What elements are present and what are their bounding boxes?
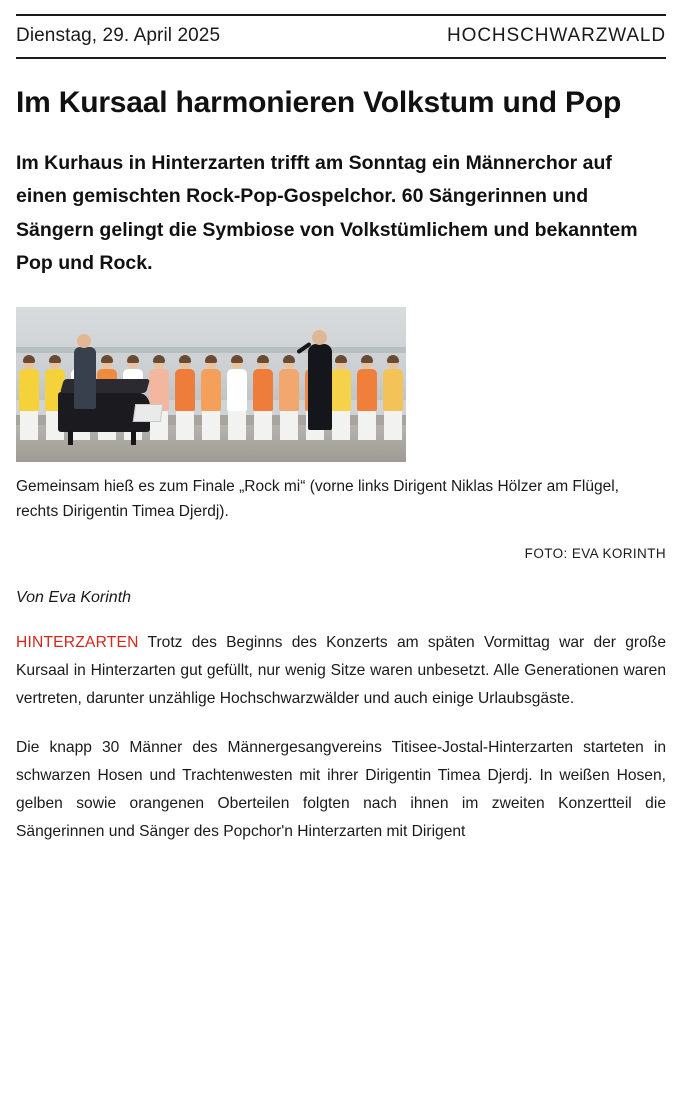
- photo-caption: Gemeinsam hieß es zum Finale „Rock mi“ (vorne links Dirigent Niklas Hölzer am Flügel, rechts Dirigentin Timea Djerdj).: [16, 477, 619, 521]
- masthead: [16, 14, 666, 59]
- masthead-date: Dienstag, 29. April 2025: [16, 25, 221, 46]
- choir-singer: [250, 353, 276, 440]
- choir-singer: [224, 353, 250, 440]
- music-stand: [133, 404, 164, 422]
- choir-singer: [16, 353, 42, 440]
- conductor-figure: [308, 344, 332, 430]
- choir-singer: [380, 353, 406, 440]
- choir-singer: [198, 353, 224, 440]
- article-paragraph-2: Die knapp 30 Männer des Männergesangvereins Titisee-Jostal-Hinterzarten starteten in schwarzen Hosen und Trachtenwesten mit ihrer Dirigentin Timea Djerdj. In weißen Hosen, gelben sowie orangenen Oberteilen folgten nach ihnen im zweiten Konzertteil die Sängerinnen und Sänger des Popchor'n Hinterzarten mit Dirigent: [16, 739, 666, 840]
- choir-singer: [354, 353, 380, 440]
- article-dateline: HINTERZARTEN: [16, 634, 139, 652]
- photo-credit: FOTO: EVA KORINTH: [524, 546, 666, 562]
- choir-singer: [276, 353, 302, 440]
- article-figure: [16, 307, 666, 561]
- masthead-region: HOCHSCHWARZWALD: [447, 25, 666, 46]
- article-page: [0, 14, 682, 1094]
- article-paragraph-1: [16, 629, 666, 712]
- page-title: Im Kursaal harmonieren Volkstum und Pop: [16, 86, 622, 119]
- article-byline: Von Eva Korinth: [16, 589, 132, 607]
- article-photo: [16, 307, 406, 462]
- article-paragraph-1-text: Trotz des Beginns des Konzerts am späten Vormittag war der große Kursaal in Hinterzarten gut gefüllt, nur wenig Sitze waren unbesetzt. Alle Generationen waren vertreten, darunter unzählige Hochschwarzwälder und auch einige Urlaubsgäste.: [16, 634, 666, 707]
- pianist-figure: [74, 347, 96, 409]
- article-lead: Im Kurhaus in Hinterzarten trifft am Sonntag ein Männerchor auf einen gemischten Rock-Pop-Gospelchor. 60 Sängerinnen und Sängern gelingt die Symbiose von Volkstümlichem und bekanntem Pop und Rock.: [16, 151, 638, 275]
- choir-singer: [172, 353, 198, 440]
